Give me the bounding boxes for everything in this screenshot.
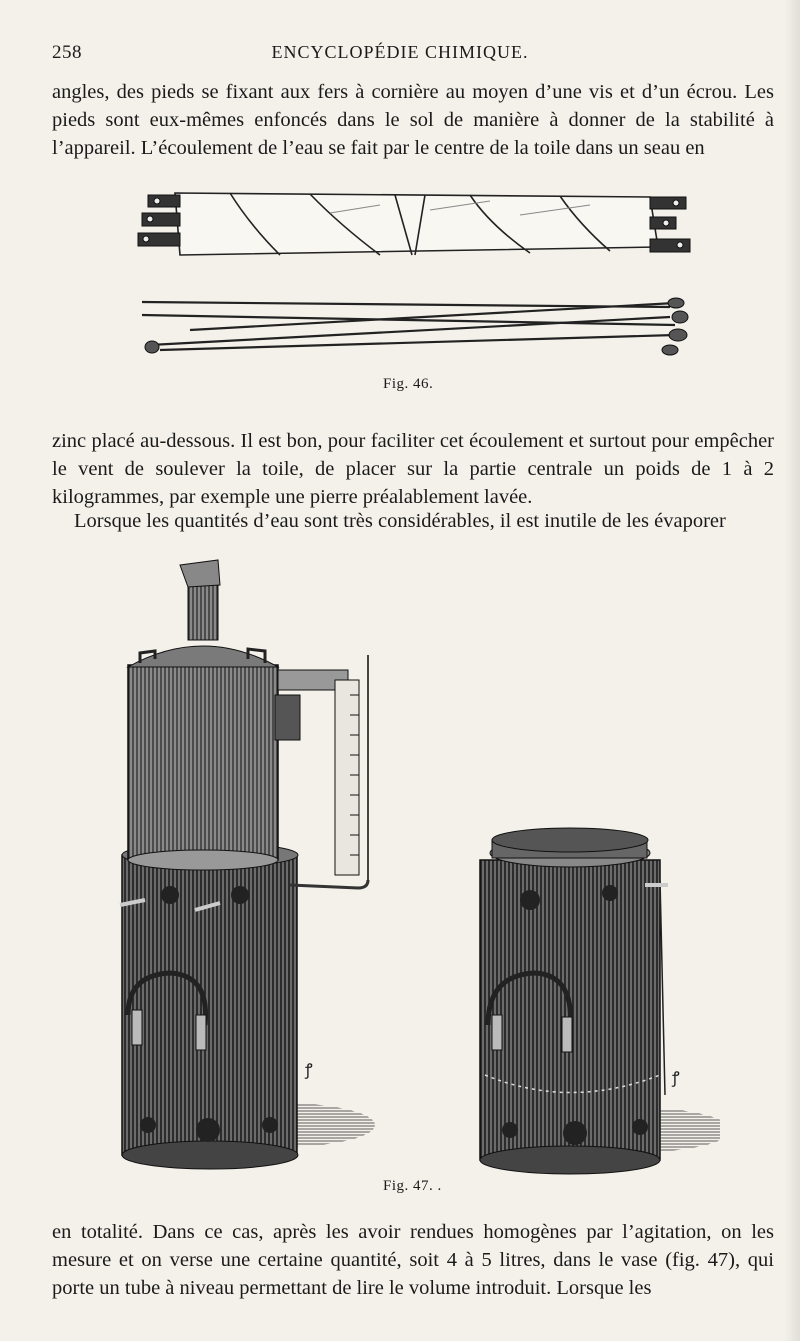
figure-47-illustration [100,555,720,1175]
paragraph-4: en totalité. Dans ce cas, après les avoir rendues homogènes par l’agitation, on les mesure et on verse une certaine quantité, soit 4 à 5 litres, dans le vase (fig. 47), qui porte un tube à niveau permettant de lire le volume introduit. Lorsque les [52,1221,774,1299]
right-angle-irons [650,197,690,252]
paragraph-2: zinc placé au-dessous. Il est bon, pour faciliter cet écoulement et surtout pour empêcher le vent de soulever la toile, de placer sur la partie centrale un poids de 1 à 2 kilogrammes, par exemple une pierre préalablement lavée. [52,430,774,508]
svg-text:ꝭ: ꝭ [672,1068,680,1087]
left-angle-irons [138,195,180,246]
page-number: 258 [52,42,82,63]
paragraph-1: angles, des pieds se fixant aux fers à cornière au moyen d’une vis et d’un écrou. Les pieds sont eux-mêmes enfoncés dans le sol de manière à donner de la stabilité à l’appareil. L’écoulement de l’eau se fait par le centre de la toile dans un seau en [52,81,774,159]
figure-46-caption: Fig. 46. [383,376,434,392]
evaporator-drum [480,828,720,1174]
running-title: ENCYCLOPÉDIE CHIMIQUE. [271,42,529,62]
rolled-cloth [175,193,658,255]
page-header [52,42,748,68]
support-rods [142,302,675,350]
evaporator-with-gauge [120,560,375,1169]
svg-text:ꝭ: ꝭ [305,1060,313,1079]
figure-46-illustration [130,185,700,375]
page-edge-shading [784,0,800,1341]
paragraph-3: Lorsque les quantités d’eau sont très considérables, il est inutile de les évaporer [74,510,726,532]
figure-47-caption: Fig. 47. . [383,1178,442,1194]
